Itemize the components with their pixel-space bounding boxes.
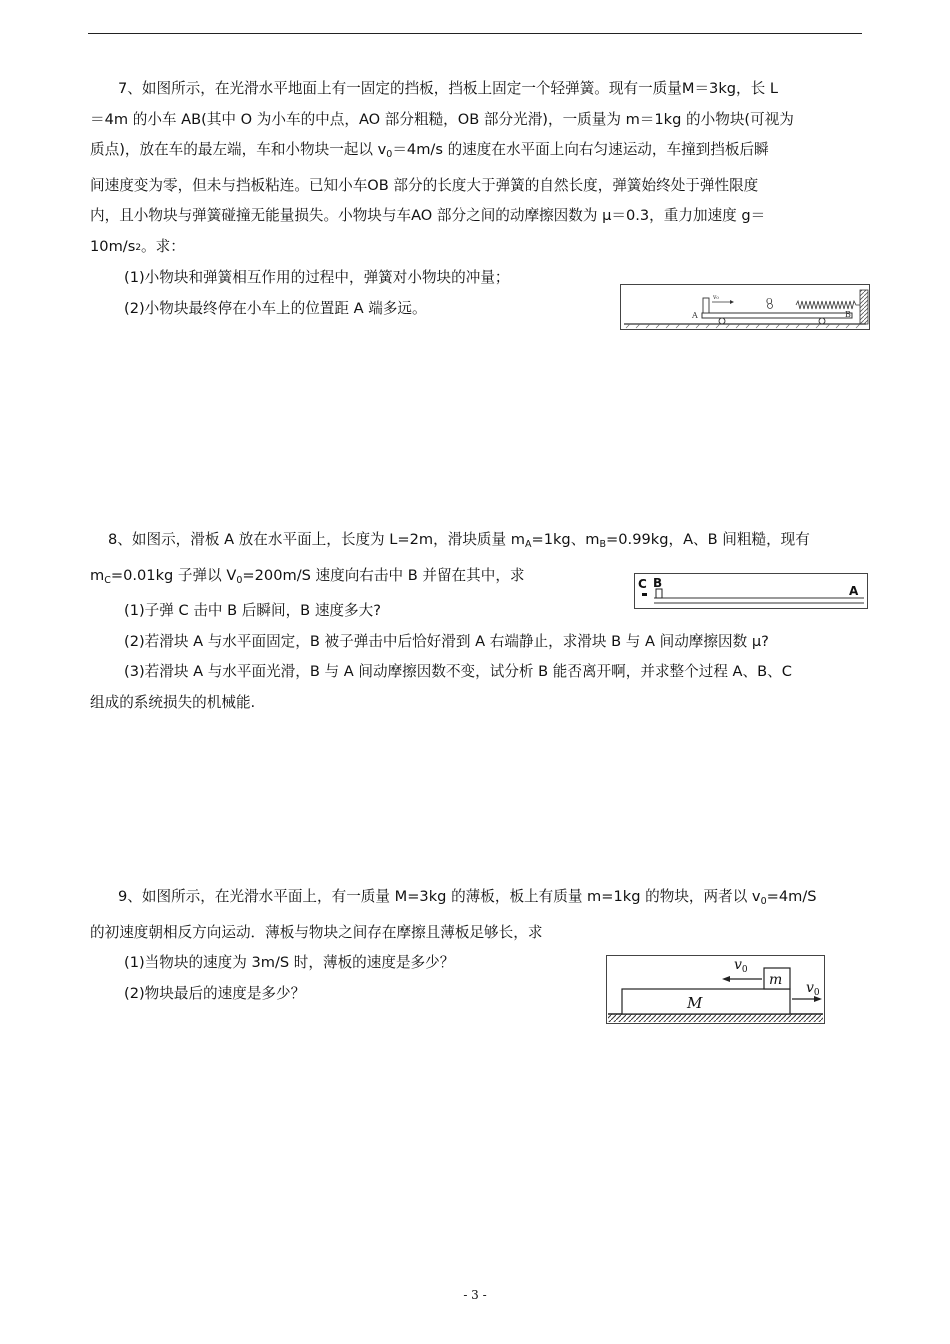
q7-fig-label-b: B [845,310,851,319]
q9-line-1: 9、如图所示，在光滑水平面上，有一质量 M=3kg 的薄板，板上有质量 m=1kg 的物块，两者以 $v_0=4m/S$ [118,888,817,907]
q9-fig-label-M: M [687,994,703,1012]
q7-line-2: ＝4m 的小车 AB(其中 O 为小车的中点，AO 部分粗糙，OB 部分光滑)，一质量为 m＝1kg 的小物块(可视为 [90,110,794,128]
q8-fig-bullet-c [642,593,647,596]
q8-line-1: 8、如图示，滑板 A 放在水平面上，长度为 L=2m，滑块质量 $m_A=1kg$、$m_B=0.99kg$，A、B 间粗糙，现有 [108,531,810,550]
q7-line-5: 内，且小物块与弹簧碰撞无能量损失。小物块与车AO 部分之间的动摩擦因数为 μ＝0.3，重力加速度 g＝ [90,207,766,224]
q7-line-3: 质点)，放在车的最左端，车和小物块一起以 $v_0=4m/s$ 的速度在水平面上向右匀速运动，车撞到挡板后瞬 [90,141,769,160]
q9-fig-v-right-sub: 0 [813,988,820,998]
q9-figure [606,955,828,1025]
q8-line-2: $m_C=0.01kg$ 子弹以 $V_0=200m/S$ 速度向右击中 B 并留在其中，求 [90,566,525,586]
q9-part-2: (2)物块最后的速度是多少？ [124,984,306,1002]
q9-fig-v-left: v [734,957,742,973]
q9-fig-board [622,989,790,1014]
q8-part-3: (3)若滑块 A 与水平面光滑，B 与 A 间动摩擦因数不变，试分析 B 能否离开啊，并求整个过程 A、B、C [124,663,792,680]
q8-fig-label-a: A [849,584,859,598]
q9-line-2: 的初速度朝相反方向运动．薄板与物块之间存在摩擦且薄板足够长，求 [90,923,543,941]
q9-fig-v-right: v [806,980,814,996]
q7-part-2: (2)小物块最终停在小车上的位置距 A 端多远。 [124,299,427,317]
q7-line-6: 10m/s2。求： [90,237,185,255]
q8-fig-block-b [656,589,662,598]
q8-part-1: (1)子弹 C 击中 B 后瞬间，B 速度多大? [124,602,381,619]
q9-fig-v-left-sub: 0 [741,965,748,975]
page-number: - 3 - [463,1288,487,1302]
q9-part-1: (1)当物块的速度为 3m/S 时，薄板的速度是多少？ [124,954,455,971]
header-rule [88,33,862,34]
question-8 [90,525,862,718]
q7-fig-label-a: A [692,311,698,320]
q7-line-1: 7、如图所示，在光滑水平地面上有一固定的挡板，挡板上固定一个轻弹簧。现有一质量M＝3kg，长 L [118,80,778,97]
q9-fig-label-m: m [769,972,783,988]
q8-fig-label-c: C [638,577,647,591]
q7-line-4: 间速度变为零，但未与挡板粘连。已知小车OB 部分的长度大于弹簧的自然长度，弹簧始终处于弹性限度 [90,176,759,194]
q8-figure [634,573,868,609]
q8-part-3-cont: 组成的系统损失的机械能. [90,693,256,711]
q8-fig-label-b: B [653,576,663,590]
q7-figure [620,284,870,330]
q7-fig-label-o: O [766,297,773,306]
q8-part-2: (2)若滑块 A 与水平面固定，B 被子弹击中后恰好滑到 A 右端静止，求滑块 B 与 A 间动摩擦因数 μ? [124,632,769,650]
q7-fig-wall [860,290,868,324]
q7-part-1: (1)小物块和弹簧相互作用的过程中，弹簧对小物块的冲量； [124,269,510,286]
q7-fig-v0: v₀ [713,294,719,301]
